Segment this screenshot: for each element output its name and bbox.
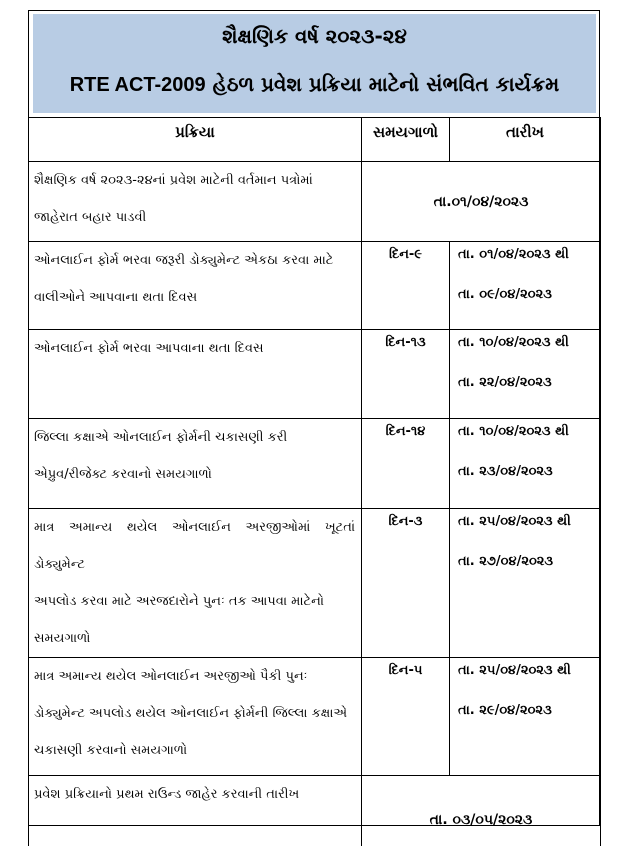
date-to: તા. ૨૩/૦૪/૨૦૨૩ bbox=[458, 464, 553, 479]
table-header-row bbox=[29, 118, 601, 162]
process-cell bbox=[29, 330, 362, 419]
schedule-table bbox=[28, 117, 601, 846]
date-cell bbox=[450, 509, 601, 658]
process-cell bbox=[29, 658, 362, 776]
table-row bbox=[29, 776, 601, 846]
duration-cell: દિન-૧૪ bbox=[362, 419, 450, 509]
duration-cell: દિન-૧૩ bbox=[362, 330, 450, 419]
table-row bbox=[29, 330, 601, 419]
process-line: ચકાસણી કરવાનો સમયગાળો bbox=[34, 743, 188, 758]
table-row bbox=[29, 658, 601, 776]
date-from: તા. ૨૫/૦૪/૨૦૨૩ થી bbox=[458, 663, 571, 678]
column-header-date: તારીખ bbox=[450, 118, 601, 162]
title-banner bbox=[33, 14, 596, 113]
process-line: જિલ્લા કક્ષાએ ઓનલાઈન ફોર્મની ચકાસણી કરી bbox=[34, 430, 288, 445]
column-header-process: પ્રક્રિયા bbox=[29, 118, 362, 162]
date-cell: તા. ૦૩/૦૫/૨૦૨૩ bbox=[362, 776, 601, 846]
process-line: અપલોડ કરવા માટે અરજદારોને પુનઃ તક આપવા માટેનો bbox=[34, 594, 325, 609]
duration-cell: દિન-૫ bbox=[362, 658, 450, 776]
process-line: ઓનલાઈન ફોર્મ ભરવા આપવાના થતા દિવસ bbox=[34, 341, 264, 356]
date-from: તા. ૨૫/૦૪/૨૦૨૩ થી bbox=[458, 514, 571, 529]
process-line: વાલીઓને આપવાના થતા દિવસ bbox=[34, 290, 198, 305]
process-cell bbox=[29, 162, 362, 242]
document-page bbox=[28, 10, 600, 826]
process-cell bbox=[29, 509, 362, 658]
process-line: ઓનલાઈન ફોર્મ ભરવા જરૂરી ડોક્યુમેન્ટ એકઠા કરવા માટે bbox=[34, 253, 334, 268]
process-line: સમયગાળો bbox=[34, 631, 91, 646]
duration-cell: દિન-૩ bbox=[362, 509, 450, 658]
process-cell bbox=[29, 242, 362, 330]
date-to: તા. ૨૯/૦૪/૨૦૨૩ bbox=[458, 703, 552, 718]
date-from: તા. ૧૦/૦૪/૨૦૨૩ થી bbox=[458, 424, 569, 439]
schedule-title-text: હેઠળ પ્રવેશ પ્રક્રિયા માટેનો સંભવિત કાર્યક્રમ bbox=[205, 72, 560, 96]
date-from: તા. ૦૧/૦૪/૨૦૨૩ થી bbox=[458, 247, 569, 262]
date-cell bbox=[450, 658, 601, 776]
duration-cell: દિન-૯ bbox=[362, 242, 450, 330]
process-line: ડોક્યુમેન્ટ અપલોડ થયેલ ઓનલાઈન ફોર્મની જિલ્લા કક્ષાએ bbox=[34, 706, 348, 721]
date-from: તા. ૧૦/૦૪/૨૦૨૩ થી bbox=[458, 335, 569, 350]
schedule-title bbox=[33, 72, 596, 97]
table-row bbox=[29, 162, 601, 242]
process-line: એપ્રુવ/રીજેક્ટ કરવાનો સમયગાળો bbox=[34, 467, 212, 482]
process-line: પ્રવેશ પ્રક્રિયાનો પ્રથમ રાઉન્ડ જાહેર કરવાની તારીખ bbox=[34, 787, 300, 802]
table-row bbox=[29, 419, 601, 509]
process-cell bbox=[29, 776, 362, 846]
date-cell bbox=[450, 419, 601, 509]
date-cell bbox=[450, 330, 601, 419]
process-cell bbox=[29, 419, 362, 509]
date-to: તા. ૨૭/૦૪/૨૦૨૩ bbox=[458, 554, 554, 569]
table-row bbox=[29, 509, 601, 658]
process-line: શૈક્ષણિક વર્ષ ૨૦૨૩-૨૪નાં પ્રવેશ માટેની વર્તમાન પત્રોમાં bbox=[34, 173, 313, 188]
date-cell bbox=[450, 242, 601, 330]
date-cell: તા.૦૧/૦૪/૨૦૨૩ bbox=[362, 162, 601, 242]
date-to: તા. ૨૨/૦૪/૨૦૨૩ bbox=[458, 375, 552, 390]
process-line: માત્ર અમાન્ય થયેલ ઓનલાઈન અરજીઓ પૈકી પુનઃ bbox=[34, 669, 308, 684]
academic-year-title: શૈક્ષણિક વર્ષ ૨૦૨૩-૨૪ bbox=[222, 24, 407, 48]
table-row bbox=[29, 242, 601, 330]
column-header-duration: સમયગાળો bbox=[362, 118, 450, 162]
process-line: જાહેરાત બહાર પાડવી bbox=[34, 210, 147, 225]
date-to: તા. ૦૯/૦૪/૨૦૨૩ bbox=[458, 287, 552, 302]
process-line: માત્ર અમાન્ય થયેલ ઓનલાઈન અરજીઓમાં ખૂટતાં ડોક્યુમેન્ટ bbox=[34, 520, 355, 572]
act-name: RTE ACT-2009 bbox=[69, 74, 206, 96]
